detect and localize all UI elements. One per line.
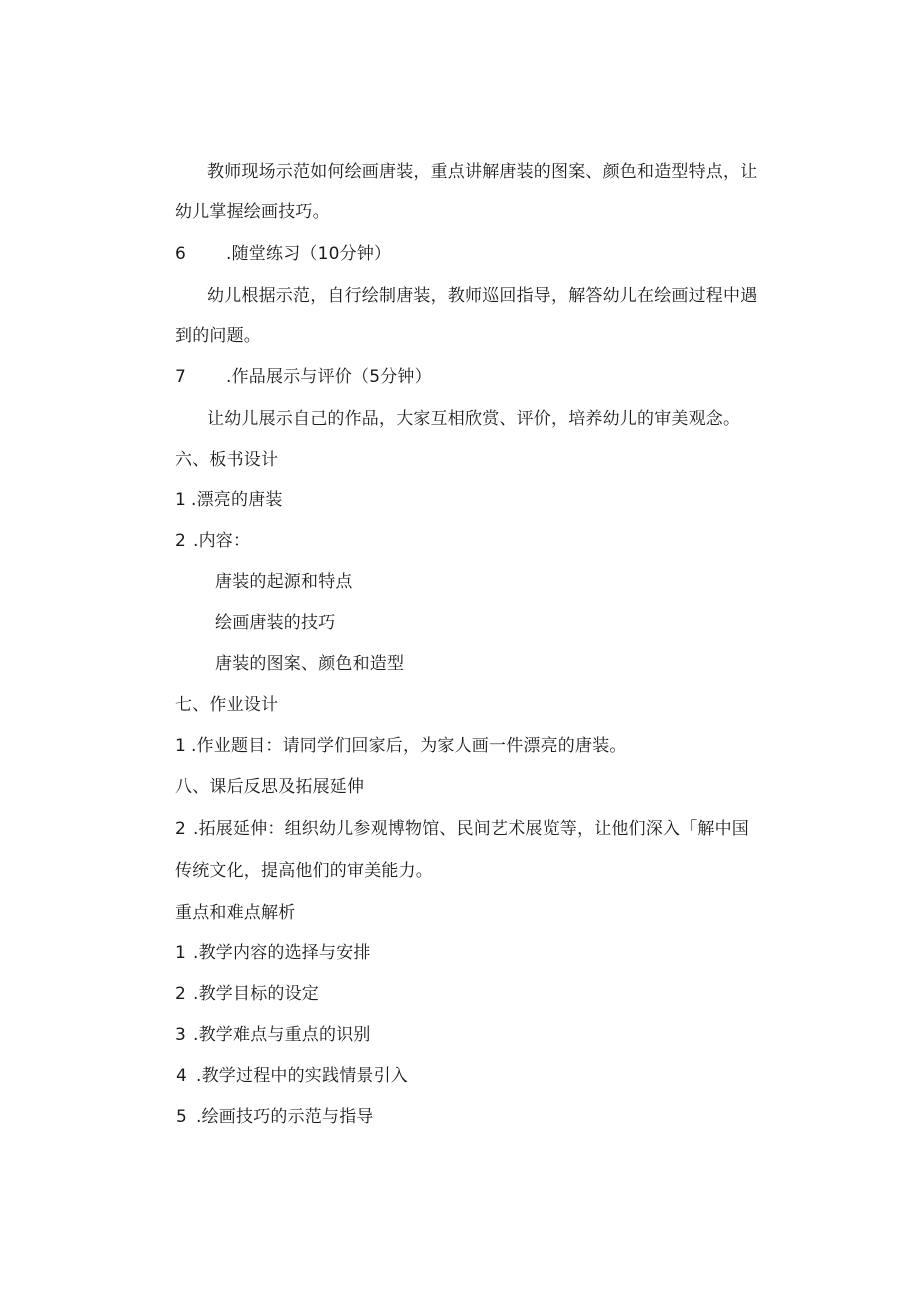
keypoint-item-2: .教学目标的设定 bbox=[193, 984, 320, 1004]
item-heading-evaluation: .作品展示与评价（5分钟） bbox=[226, 367, 432, 387]
section-heading-homework: 七、作业设计 bbox=[175, 695, 279, 715]
item-number-3: 3 bbox=[175, 1025, 187, 1045]
item-number-5: 5 bbox=[176, 1107, 188, 1127]
item-number-4: 4 bbox=[176, 1066, 188, 1086]
item-number-1: 1 bbox=[175, 943, 187, 963]
board-content-origin: 唐装的起源和特点 bbox=[215, 572, 353, 592]
item-number-2: 2 bbox=[175, 531, 187, 551]
board-content-patterns: 唐装的图案、颜色和造型 bbox=[215, 654, 405, 674]
section-heading-reflection: 八、课后反思及拓展延伸 bbox=[175, 777, 365, 797]
paragraph-demo-line1: 教师现场示范如何绘画唐装，重点讲解唐装的图案、颜色和造型特点，让 bbox=[207, 162, 758, 182]
section-heading-keypoints: 重点和难点解析 bbox=[175, 903, 296, 923]
paragraph-demo-line2: 幼儿掌握绘画技巧。 bbox=[175, 202, 330, 222]
homework-item: .作业题目：请同学们回家后，为家人画一件漂亮的唐装。 bbox=[191, 736, 627, 756]
item-number-2: 2 bbox=[175, 984, 187, 1004]
keypoint-item-5: .绘画技巧的示范与指导 bbox=[196, 1107, 374, 1127]
board-item-title: .漂亮的唐装 bbox=[191, 490, 283, 510]
item-heading-practice: .随堂练习（10分钟） bbox=[226, 244, 392, 264]
item-number-2: 2 bbox=[175, 819, 187, 839]
extension-line2: 传统文化，提高他们的审美能力。 bbox=[175, 861, 433, 881]
item-number-7: 7 bbox=[175, 367, 187, 387]
paragraph-practice-line1: 幼儿根据示范，自行绘制唐装，教师巡回指导，解答幼儿在绘画过程中遇 bbox=[207, 286, 758, 306]
item-number-1: 1 bbox=[175, 736, 187, 756]
board-content-skills: 绘画唐装的技巧 bbox=[215, 613, 336, 633]
keypoint-item-4: .教学过程中的实践情景引入 bbox=[196, 1066, 409, 1086]
item-number-6: 6 bbox=[175, 244, 187, 264]
section-heading-board: 六、板书设计 bbox=[175, 450, 279, 470]
extension-line1: .拓展延伸：组织幼儿参观博物馆、民间艺术展览等，让他们深入「解中国 bbox=[193, 819, 750, 839]
keypoint-item-3: .教学难点与重点的识别 bbox=[193, 1025, 371, 1045]
paragraph-practice-line2: 到的问题。 bbox=[175, 326, 261, 346]
paragraph-evaluation: 让幼儿展示自己的作品，大家互相欣赏、评价，培养幼儿的审美观念。 bbox=[207, 409, 741, 429]
item-number-1: 1 bbox=[175, 490, 187, 510]
board-item-content: .内容： bbox=[193, 531, 251, 551]
keypoint-item-1: .教学内容的选择与安排 bbox=[193, 943, 371, 963]
